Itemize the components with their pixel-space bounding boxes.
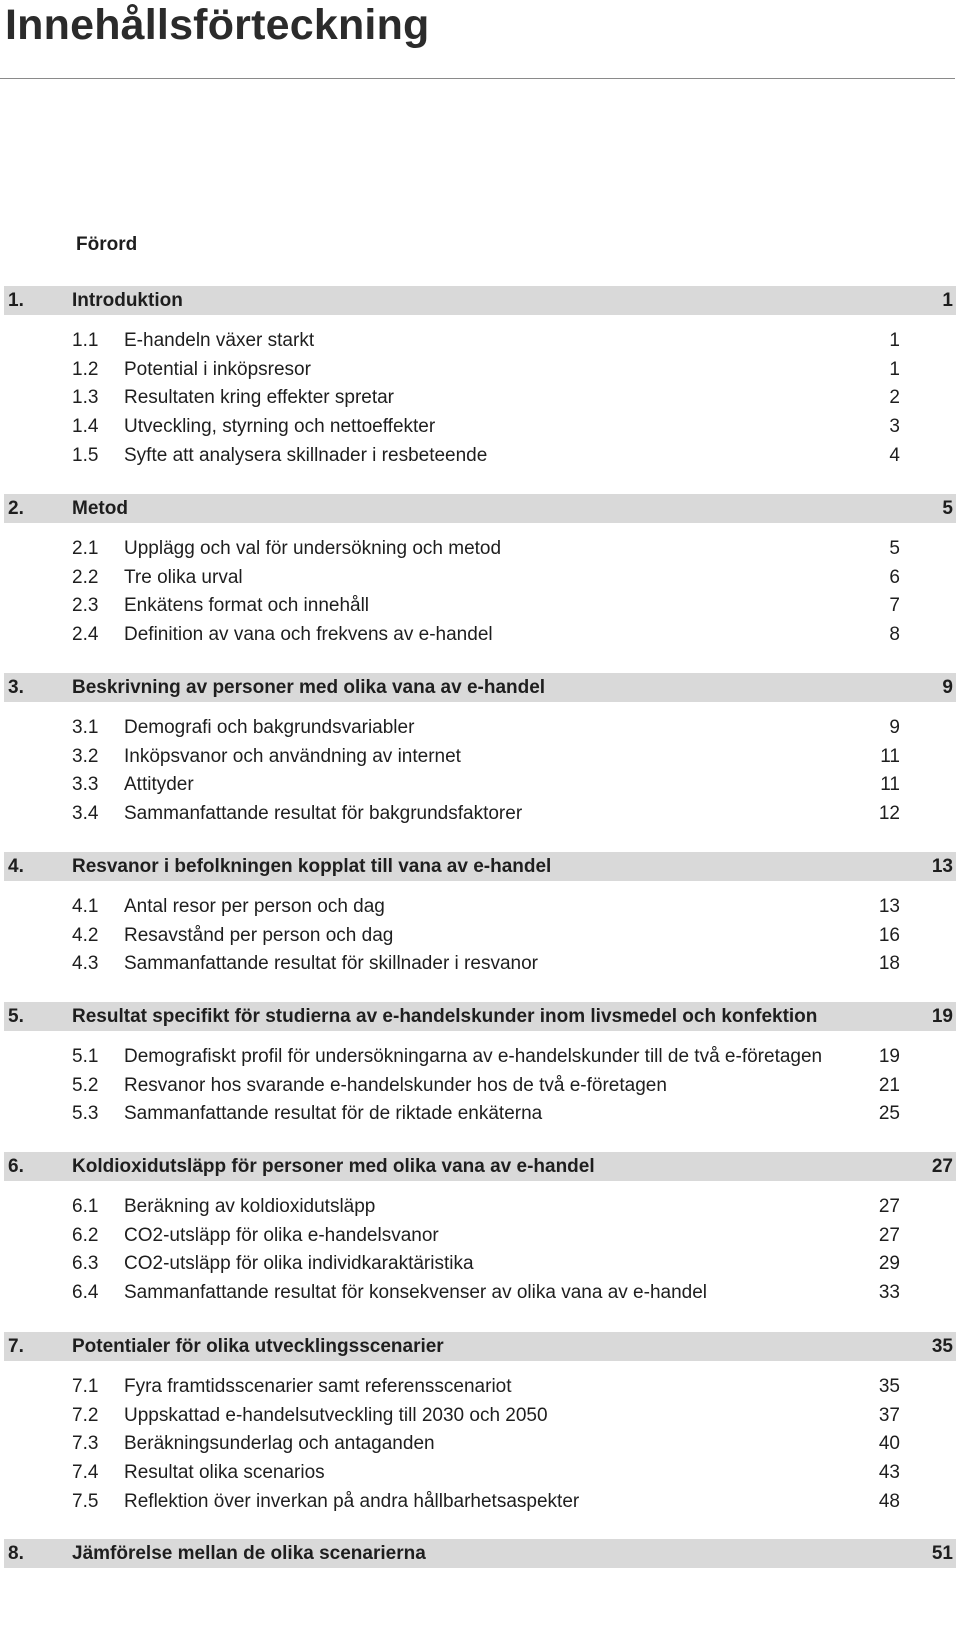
toc-section-7-5[interactable] (0, 1491, 960, 1515)
section-page-number: 29 (878, 1253, 900, 1275)
section-title: Sammanfattande resultat för de riktade enkäterna (124, 1103, 543, 1125)
section-page-number: 25 (878, 1103, 900, 1125)
section-number: 1.5 (72, 444, 99, 466)
toc-section-4-2[interactable] (0, 925, 960, 949)
section-page-number: 27 (878, 1224, 900, 1246)
section-number: 4.3 (72, 953, 99, 975)
toc-section-4-1[interactable] (0, 896, 960, 920)
section-title: Resultat olika scenarios (124, 1462, 325, 1484)
section-page-number: 21 (878, 1074, 900, 1096)
toc-chapter-1[interactable] (4, 286, 956, 315)
toc-section-3-2[interactable] (0, 746, 960, 770)
section-page-number: 1 (889, 330, 900, 351)
section-title: Definition av vana och frekvens av e-handel (124, 624, 493, 646)
toc-section-6-2[interactable] (0, 1225, 960, 1249)
section-page-number: 12 (878, 803, 900, 825)
section-page-number: 43 (878, 1462, 900, 1484)
section-title: Demografi och bakgrundsvariabler (124, 717, 415, 738)
section-title: Reflektion över inverkan på andra hållbarhetsaspekter (124, 1490, 580, 1512)
section-number: 7.5 (72, 1490, 99, 1512)
chapter-number: 1. (8, 290, 24, 311)
toc-chapter-5[interactable] (4, 1002, 956, 1031)
toc-chapter-8[interactable] (4, 1539, 956, 1568)
section-title: Sammanfattande resultat för konsekvenser av olika vana av e-handel (124, 1282, 707, 1304)
section-number: 7.1 (72, 1376, 99, 1397)
section-number: 1.1 (72, 330, 99, 351)
chapter-page-number: 5 (942, 498, 953, 519)
section-page-number: 27 (878, 1196, 900, 1217)
toc-section-2-4[interactable] (0, 624, 960, 648)
section-title: Enkätens format och innehåll (124, 595, 370, 617)
section-title: Tre olika urval (124, 566, 243, 588)
chapter-number: 5. (8, 1006, 24, 1027)
section-number: 6.1 (72, 1196, 99, 1217)
section-page-number: 16 (878, 924, 900, 946)
chapter-number: 4. (8, 856, 24, 877)
toc-section-6-1[interactable] (0, 1196, 960, 1220)
chapter-title: Potentialer för olika utvecklingsscenarier (72, 1336, 444, 1357)
section-page-number: 18 (878, 953, 900, 975)
toc-section-1-3[interactable] (0, 387, 960, 411)
section-number: 4.1 (72, 896, 99, 917)
toc-section-5-3[interactable] (0, 1103, 960, 1127)
section-title: Resavstånd per person och dag (124, 924, 394, 946)
section-title: Syfte att analysera skillnader i resbeteende (124, 444, 488, 466)
page-title: Innehållsförteckning (5, 1, 430, 49)
section-title: Resvanor hos svarande e-handelskunder hos de två e-företagen (124, 1074, 667, 1096)
toc-section-7-3[interactable] (0, 1433, 960, 1457)
chapter-number: 6. (8, 1156, 24, 1177)
section-title: Fyra framtidsscenarier samt referensscenariot (124, 1376, 512, 1397)
toc-section-5-1[interactable] (0, 1046, 960, 1070)
chapter-number: 7. (8, 1336, 24, 1357)
toc-section-6-4[interactable] (0, 1282, 960, 1306)
section-page-number: 8 (889, 624, 900, 646)
section-page-number: 33 (878, 1282, 900, 1304)
section-page-number: 5 (889, 538, 900, 559)
section-number: 5.3 (72, 1103, 99, 1125)
toc-section-7-4[interactable] (0, 1462, 960, 1486)
chapter-title: Jämförelse mellan de olika scenarierna (72, 1543, 426, 1564)
chapter-title: Introduktion (72, 290, 183, 311)
section-page-number: 11 (880, 774, 900, 796)
toc-section-2-3[interactable] (0, 595, 960, 619)
section-page-number: 40 (878, 1433, 900, 1455)
toc-chapter-4[interactable] (4, 852, 956, 881)
section-title: Beräkningsunderlag och antaganden (124, 1433, 435, 1455)
section-number: 1.3 (72, 387, 99, 409)
title-divider (0, 78, 955, 79)
toc-chapter-7[interactable] (4, 1332, 956, 1361)
section-page-number: 4 (889, 444, 900, 466)
section-number: 2.2 (72, 566, 99, 588)
toc-section-1-1[interactable] (0, 330, 960, 354)
section-page-number: 6 (889, 566, 900, 588)
section-number: 7.2 (72, 1404, 99, 1426)
chapter-title: Metod (72, 498, 128, 519)
toc-section-7-2[interactable] (0, 1405, 960, 1429)
toc-section-7-1[interactable] (0, 1376, 960, 1400)
toc-section-6-3[interactable] (0, 1253, 960, 1277)
toc-section-3-4[interactable] (0, 803, 960, 827)
chapter-title: Koldioxidutsläpp för personer med olika vana av e-handel (72, 1156, 595, 1177)
section-title: E-handeln växer starkt (124, 330, 315, 351)
section-page-number: 9 (889, 717, 900, 738)
section-page-number: 13 (878, 896, 900, 917)
section-title: Uppskattad e-handelsutveckling till 2030 och 2050 (124, 1404, 548, 1426)
toc-preface-entry[interactable]: Förord (76, 234, 138, 255)
section-number: 7.4 (72, 1462, 99, 1484)
section-number: 6.3 (72, 1253, 99, 1275)
section-number: 3.4 (72, 803, 99, 825)
section-page-number: 3 (889, 416, 900, 438)
section-number: 4.2 (72, 924, 99, 946)
chapter-page-number: 35 (931, 1336, 953, 1357)
toc-chapter-6[interactable] (4, 1152, 956, 1181)
section-page-number: 2 (889, 387, 900, 409)
toc-section-4-3[interactable] (0, 953, 960, 977)
section-title: CO2-utsläpp för olika individkaraktäristika (124, 1253, 474, 1275)
section-page-number: 1 (889, 358, 900, 380)
section-title: Potential i inköpsresor (124, 358, 311, 380)
chapter-number: 8. (8, 1543, 24, 1564)
section-number: 5.2 (72, 1074, 99, 1096)
section-title: Upplägg och val för undersökning och metod (124, 538, 502, 559)
section-number: 5.1 (72, 1046, 99, 1067)
section-title: Utveckling, styrning och nettoeffekter (124, 416, 436, 438)
section-title: Resultaten kring effekter spretar (124, 387, 395, 409)
section-title: Beräkning av koldioxidutsläpp (124, 1196, 376, 1217)
section-page-number: 37 (878, 1404, 900, 1426)
section-page-number: 48 (878, 1490, 900, 1512)
chapter-page-number: 19 (931, 1006, 953, 1027)
section-title: CO2-utsläpp för olika e-handelsvanor (124, 1224, 439, 1246)
chapter-number: 3. (8, 677, 24, 698)
chapter-title: Beskrivning av personer med olika vana av e-handel (72, 677, 546, 698)
toc-section-1-2[interactable] (0, 359, 960, 383)
chapter-title: Resvanor i befolkningen kopplat till vana av e-handel (72, 856, 552, 877)
section-number: 1.4 (72, 416, 99, 438)
toc-chapter-3[interactable] (4, 673, 956, 702)
chapter-page-number: 13 (931, 856, 953, 877)
section-number: 2.4 (72, 624, 99, 646)
section-title: Antal resor per person och dag (124, 896, 385, 917)
chapter-number: 2. (8, 498, 24, 519)
toc-section-5-2[interactable] (0, 1075, 960, 1099)
chapter-page-number: 9 (942, 677, 953, 698)
section-page-number: 19 (878, 1046, 900, 1067)
section-title: Inköpsvanor och användning av internet (124, 745, 461, 767)
section-title: Sammanfattande resultat för skillnader i resvanor (124, 953, 538, 975)
chapter-page-number: 27 (931, 1156, 953, 1177)
section-number: 3.2 (72, 745, 99, 767)
toc-section-2-1[interactable] (0, 538, 960, 562)
section-number: 2.1 (72, 538, 99, 559)
section-number: 1.2 (72, 358, 99, 380)
section-page-number: 7 (889, 595, 900, 617)
toc-section-3-1[interactable] (0, 717, 960, 741)
section-number: 2.3 (72, 595, 99, 617)
toc-section-2-2[interactable] (0, 567, 960, 591)
section-title: Attityder (124, 774, 194, 796)
chapter-title: Resultat specifikt för studierna av e-handelskunder inom livsmedel och konfektion (72, 1006, 818, 1027)
section-title: Sammanfattande resultat för bakgrundsfaktorer (124, 803, 523, 825)
section-number: 3.1 (72, 717, 99, 738)
toc-chapter-2[interactable] (4, 494, 956, 523)
chapter-page-number: 1 (942, 290, 953, 311)
section-page-number: 35 (878, 1376, 900, 1397)
toc-section-1-5[interactable] (0, 445, 960, 469)
chapter-page-number: 51 (931, 1543, 953, 1564)
section-title: Demografiskt profil för undersökningarna av e-handelskunder till de två e-företagen (124, 1046, 823, 1067)
section-number: 6.2 (72, 1224, 99, 1246)
section-number: 3.3 (72, 774, 99, 796)
section-number: 6.4 (72, 1282, 99, 1304)
toc-section-3-3[interactable] (0, 774, 960, 798)
section-page-number: 11 (880, 745, 900, 767)
section-number: 7.3 (72, 1433, 99, 1455)
toc-section-1-4[interactable] (0, 416, 960, 440)
